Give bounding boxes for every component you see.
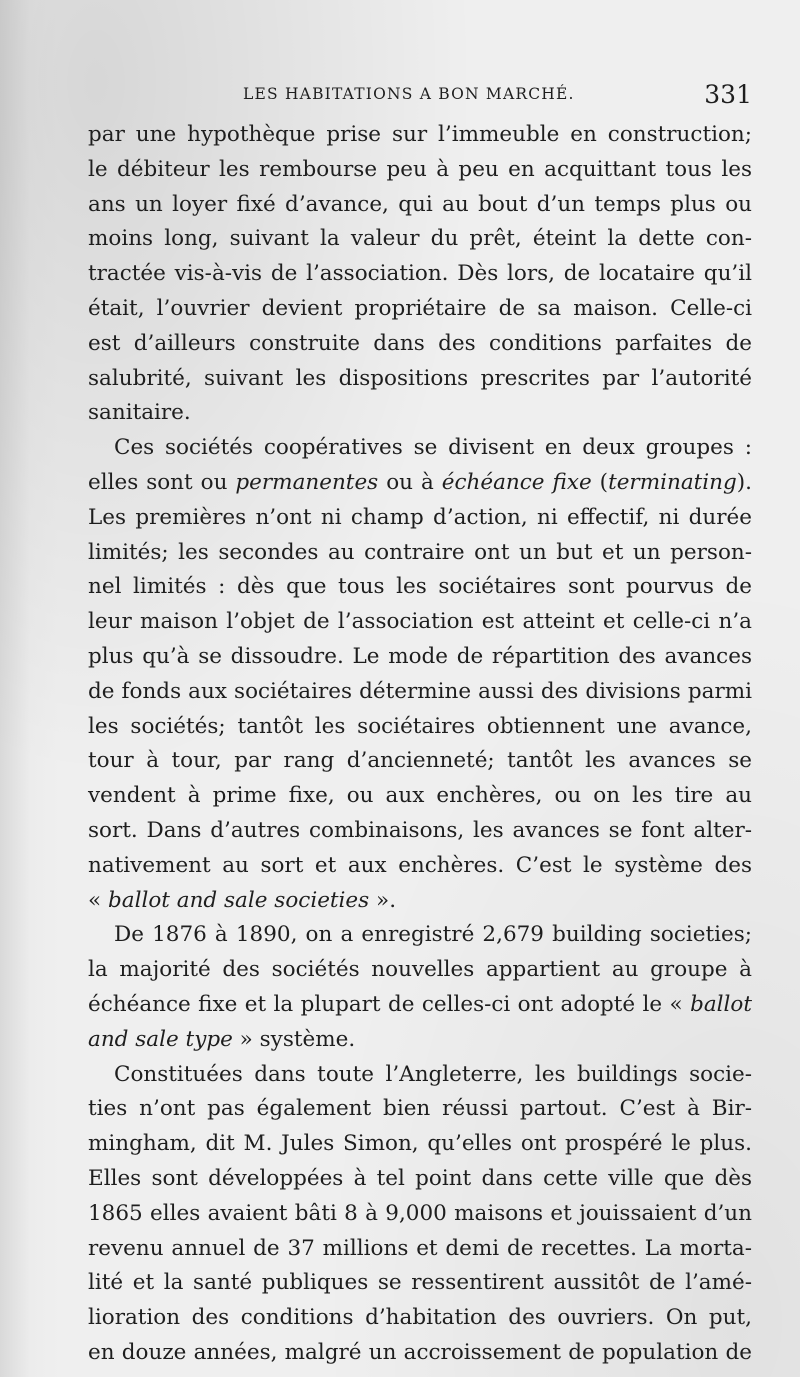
- page-number: 331: [704, 80, 752, 109]
- text-line: sanitaire.: [88, 400, 191, 426]
- text-line: lité et la santé publiques se ressentirent aussitôt de l’amé-: [88, 1270, 752, 1296]
- text-line: vendent à prime fixe, ou aux enchères, ou on les tire au: [88, 783, 752, 809]
- text-line: moins long, suivant la valeur du prêt, éteint la dette con-: [88, 226, 752, 252]
- text-line: sort. Dans d’autres combinaisons, les avances se font alter-: [88, 817, 752, 843]
- text-line: salubrité, suivant les dispositions prescrites par l’autorité: [88, 365, 752, 391]
- text-line-with-italics: échéance fixe et la plupart de celles-ci ont adopté le « ballot: [88, 991, 752, 1017]
- text-line: Ces sociétés coopératives se divisent en deux groupes :: [114, 435, 752, 461]
- running-title: LES HABITATIONS A BON MARCHÉ.: [243, 85, 575, 103]
- text-line: en douze années, malgré un accroissement de population de: [88, 1339, 752, 1365]
- text-line: mingham, dit M. Jules Simon, qu’elles ont prospéré le plus.: [88, 1131, 752, 1157]
- text-line-with-italics: « ballot and sale societies ».: [88, 887, 397, 913]
- text-line: de fonds aux sociétaires détermine aussi des divisions parmi: [88, 678, 752, 704]
- text-line-with-italics: and sale type » système.: [88, 1026, 356, 1052]
- text-line-with-italics: elles sont ou permanentes ou à échéance fixe (terminating).: [88, 469, 752, 495]
- text-line: ties n’ont pas également bien réussi partout. C’est à Bir-: [88, 1096, 752, 1122]
- text-line: lioration des conditions d’habitation des ouvriers. On put,: [88, 1305, 752, 1331]
- paragraph-4: [88, 1058, 752, 1371]
- text-line: tractée vis-à-vis de l’association. Dès lors, de locataire qu’il: [88, 261, 752, 287]
- text-line: le débiteur les rembourse peu à peu en acquittant tous les: [88, 156, 752, 182]
- text-line: ans un loyer fixé d’avance, qui au bout d’un temps plus ou: [88, 191, 752, 217]
- text-line: revenu annuel de 37 millions et demi de recettes. La morta-: [88, 1235, 752, 1261]
- text-line: était, l’ouvrier devient propriétaire de sa maison. Celle-ci: [88, 295, 752, 321]
- text-line: la majorité des sociétés nouvelles appartient au groupe à: [88, 957, 752, 983]
- text-line: tour à tour, par rang d’ancienneté; tantôt les avances se: [88, 748, 752, 774]
- paragraph-1: [88, 118, 752, 431]
- text-line: 1865 elles avaient bâti 8 à 9,000 maisons et jouissaient d’un: [88, 1200, 752, 1226]
- page-header: [90, 80, 752, 110]
- paragraph-2: [88, 431, 752, 918]
- text-line: les sociétés; tantôt les sociétaires obtiennent une avance,: [88, 713, 752, 739]
- body-text: [88, 118, 752, 1371]
- text-line: leur maison l’objet de l’association est atteint et celle-ci n’a: [88, 609, 752, 635]
- text-line: plus qu’à se dissoudre. Le mode de répartition des avances: [88, 643, 752, 669]
- text-line: Les premières n’ont ni champ d’action, ni effectif, ni durée: [88, 504, 752, 530]
- paragraph-3: [88, 918, 752, 1057]
- text-line: Constituées dans toute l’Angleterre, les buildings socie-: [114, 1061, 752, 1087]
- text-line: De 1876 à 1890, on a enregistré 2,679 building societies;: [114, 922, 752, 948]
- text-line: par une hypothèque prise sur l’immeuble en construction;: [88, 122, 752, 147]
- text-line: est d’ailleurs construite dans des conditions parfaites de: [88, 330, 752, 356]
- text-line: Elles sont développées à tel point dans cette ville que dès: [88, 1165, 752, 1191]
- text-line: limités; les secondes au contraire ont un but et un person-: [88, 539, 752, 565]
- text-line: nativement au sort et aux enchères. C’est le système des: [88, 852, 752, 878]
- text-line: nel limités : dès que tous les sociétaires sont pourvus de: [88, 574, 752, 600]
